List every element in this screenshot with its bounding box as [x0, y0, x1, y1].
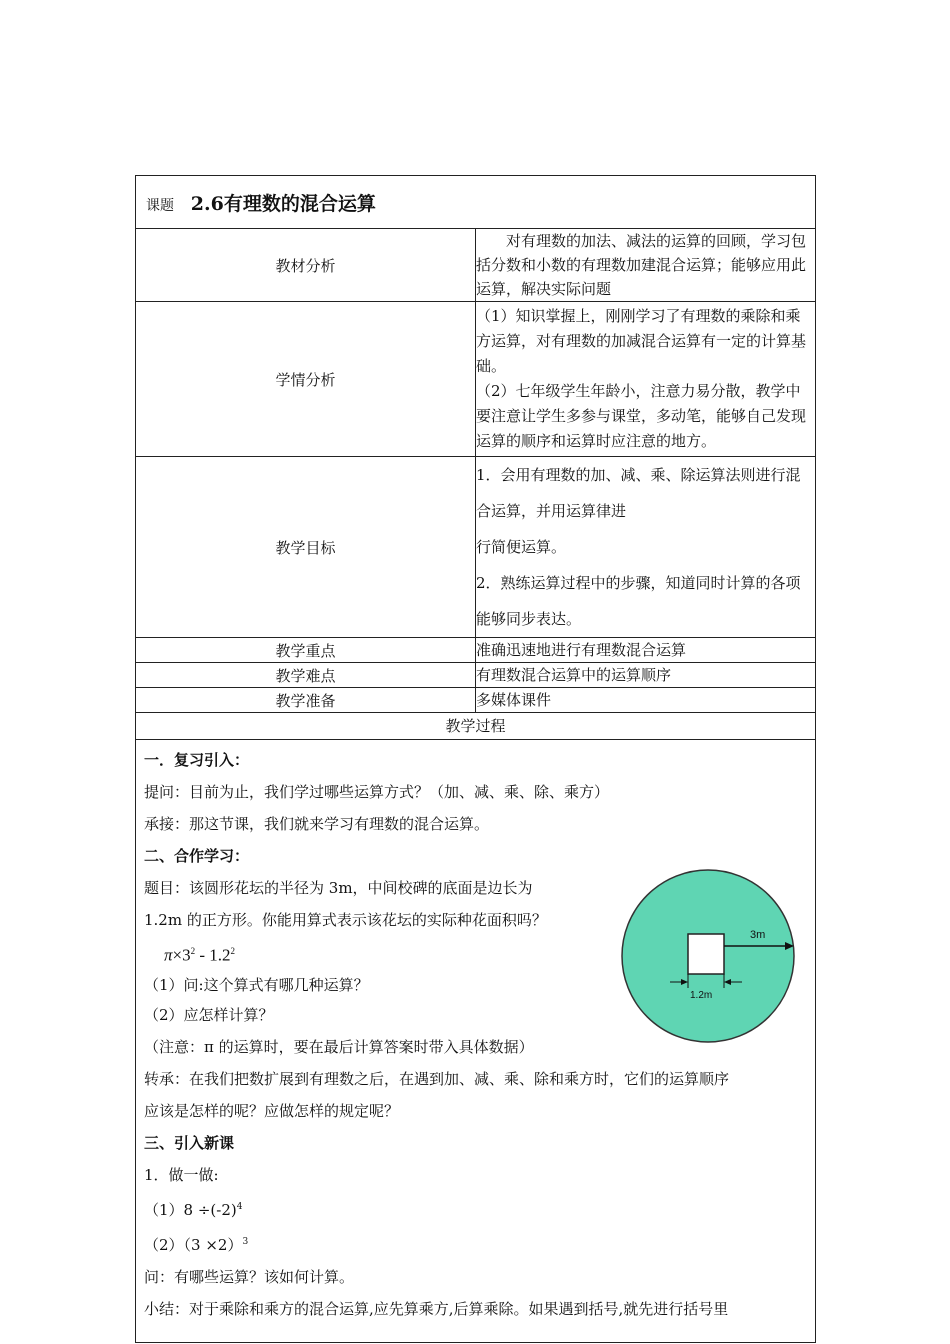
- difficulty-label: 教学难点: [136, 663, 476, 688]
- goal-1a: 1．会用有理数的加、减、乘、除运算法则进行混合运算，并用运算律进: [476, 466, 801, 520]
- s3-summary: 小结：对于乘除和乘方的混合运算,应先算乘方,后算乘除。如果遇到括号,就先进行括号里: [144, 1299, 729, 1318]
- s2-q1: （1）问:这个算式有哪几种运算？: [144, 975, 369, 994]
- lesson-title: 2.6有理数的混合运算: [190, 192, 376, 215]
- process-heading: 教学过程: [136, 713, 816, 740]
- times-symbol: ×: [172, 945, 183, 965]
- key-row: [136, 638, 816, 663]
- prep-label: 教学准备: [136, 688, 476, 713]
- lesson-plan: [135, 175, 816, 1343]
- s3-do: 1．做一做:: [144, 1165, 219, 1184]
- students-row: [136, 302, 816, 457]
- s3-question: 问：有哪些运算？该如何计算。: [144, 1267, 355, 1286]
- students-p1: （1）知识掌握上，刚刚学习了有理数的乘除和乘方运算，对有理数的加减混合运算有一定的计算基础。: [476, 307, 807, 375]
- side-label: 1.2m: [690, 990, 713, 1001]
- prep-row: [136, 688, 816, 713]
- pi-symbol: π: [164, 945, 173, 965]
- difficulty-row: [136, 663, 816, 688]
- difficulty-text: 有理数混合运算中的运算顺序: [476, 663, 816, 688]
- process-row: [136, 740, 816, 1343]
- students-p2: （2）七年级学生年龄小，注意力易分散，教学中要注意让学生多参与课堂，多动笔，能够自己发现运算的顺序和运算时应注意的地方。: [476, 382, 807, 450]
- material-label: 教材分析: [136, 229, 476, 302]
- process-body: [136, 740, 815, 1342]
- s1-transition: 承接：那这节课，我们就来学习有理数的混合运算。: [144, 815, 490, 833]
- s2-problem-1: 题目：该圆形花坛的半径为 3m，中间校碑的底面是边长为: [144, 879, 533, 897]
- material-text: 对有理数的加法、减法的运算的回顾，学习包括分数和小数的有理数加建混合运算；能够应用此运算，解决实际问题: [476, 229, 816, 302]
- process-heading-row: [136, 713, 816, 740]
- section-1-title: 一．复习引入：: [144, 751, 250, 769]
- formula-minus-term: - 1.2: [195, 945, 231, 965]
- lesson-plan-table: [135, 175, 816, 1343]
- s2-q2: （2）应怎样计算？: [144, 1005, 274, 1024]
- section-3-title: 三、引入新课: [144, 1133, 235, 1152]
- students-label: 学情分析: [136, 302, 476, 457]
- goal-1b: 行简便运算。: [476, 538, 567, 556]
- s1-question: 提问：目前为止，我们学过哪些运算方式？（加、减、乘、除、乘方）: [144, 783, 610, 801]
- goals-label: 教学目标: [136, 457, 476, 638]
- key-label: 教学重点: [136, 638, 476, 663]
- section-2-title: 二、合作学习：: [144, 847, 250, 865]
- title-row: [136, 176, 816, 229]
- s2-note: （注意：π 的运算时，要在最后计算答案时带入具体数据）: [144, 1037, 534, 1056]
- material-row: [136, 229, 816, 302]
- monument-square: [688, 934, 724, 974]
- s3-exercise-2: $(2)(3 \times 2)^3$: [144, 1235, 249, 1254]
- s2-transition-1: 转承：在我们把数扩展到有理数之后，在遇到加、减、乘、除和乘方时，它们的运算顺序: [144, 1069, 730, 1088]
- prep-text: 多媒体课件: [476, 688, 816, 713]
- title-label: 课题: [146, 197, 174, 214]
- formula-exp-a: 2: [190, 946, 196, 956]
- formula-base-a: 3: [182, 945, 191, 965]
- goal-2: 2．熟练运算过程中的步骤，知道同时计算的各项能够同步表达。: [476, 574, 801, 628]
- s2-problem-2: 1.2m 的正方形。你能用算式表示该花坛的实际种花面积吗？: [144, 911, 547, 929]
- formula-exp-b: 2: [230, 946, 236, 956]
- flowerbed-figure: [620, 868, 796, 1044]
- goals-row: [136, 457, 816, 638]
- s2-transition-2: 应该是怎样的呢？应做怎样的规定呢？: [144, 1101, 400, 1120]
- radius-label: 3m: [750, 929, 766, 941]
- key-text: 准确迅速地进行有理数混合运算: [476, 638, 816, 663]
- s3-exercise-1: $(1)8 \div(-2)^4$: [144, 1200, 243, 1219]
